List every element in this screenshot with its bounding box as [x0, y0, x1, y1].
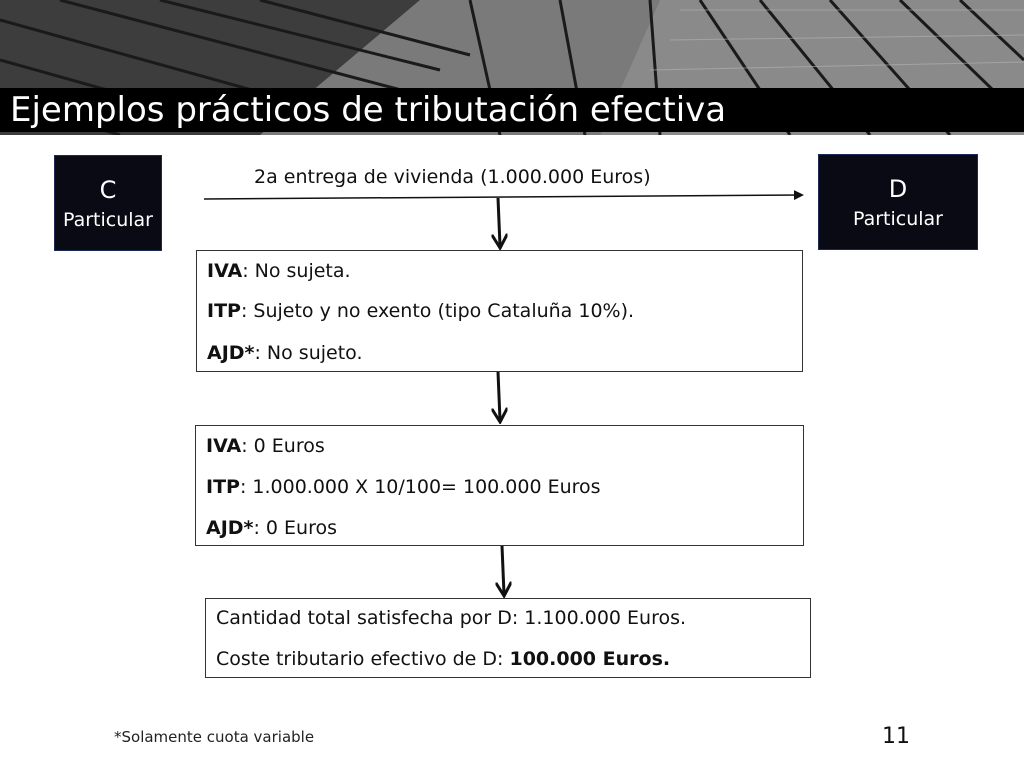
- effective-cost-line: Coste tributario efectivo de D: 100.000 Euros.: [216, 648, 671, 670]
- tax-status-row-ajd: AJD*: No sujeto.: [207, 342, 363, 364]
- tax-status-row-iva: IVA: No sujeta.: [207, 260, 351, 282]
- down-arrow-1: [498, 198, 500, 246]
- total-cost-box: [205, 598, 811, 678]
- transaction-label: 2a entrega de vivienda (1.000.000 Euros): [254, 166, 651, 188]
- tax-amount-row-ajd: AJD*: 0 Euros: [206, 517, 338, 539]
- page-number: 11: [882, 724, 910, 749]
- total-paid-line: Cantidad total satisfecha por D: 1.100.000 Euros.: [216, 607, 687, 629]
- party-role-seller: Particular: [62, 209, 153, 231]
- footnote: *Solamente cuota variable: [114, 728, 315, 746]
- down-arrow-2: [498, 372, 500, 420]
- tax-amount-box: [195, 425, 804, 546]
- transaction-arrow: [204, 195, 802, 199]
- tax-status-row-itp: ITP: Sujeto y no exento (tipo Cataluña 10%).: [207, 300, 635, 322]
- tax-status-box: [196, 250, 803, 372]
- slide-title: Ejemplos prácticos de tributación efectiva: [10, 90, 727, 130]
- party-letter-seller: C: [99, 176, 117, 204]
- tax-amount-row-itp: ITP: 1.000.000 X 10/100= 100.000 Euros: [206, 476, 601, 498]
- tax-amount-row-iva: IVA: 0 Euros: [206, 435, 325, 457]
- down-arrow-3: [502, 546, 504, 594]
- party-role-buyer: Particular: [852, 208, 943, 230]
- party-letter-buyer: D: [888, 175, 908, 203]
